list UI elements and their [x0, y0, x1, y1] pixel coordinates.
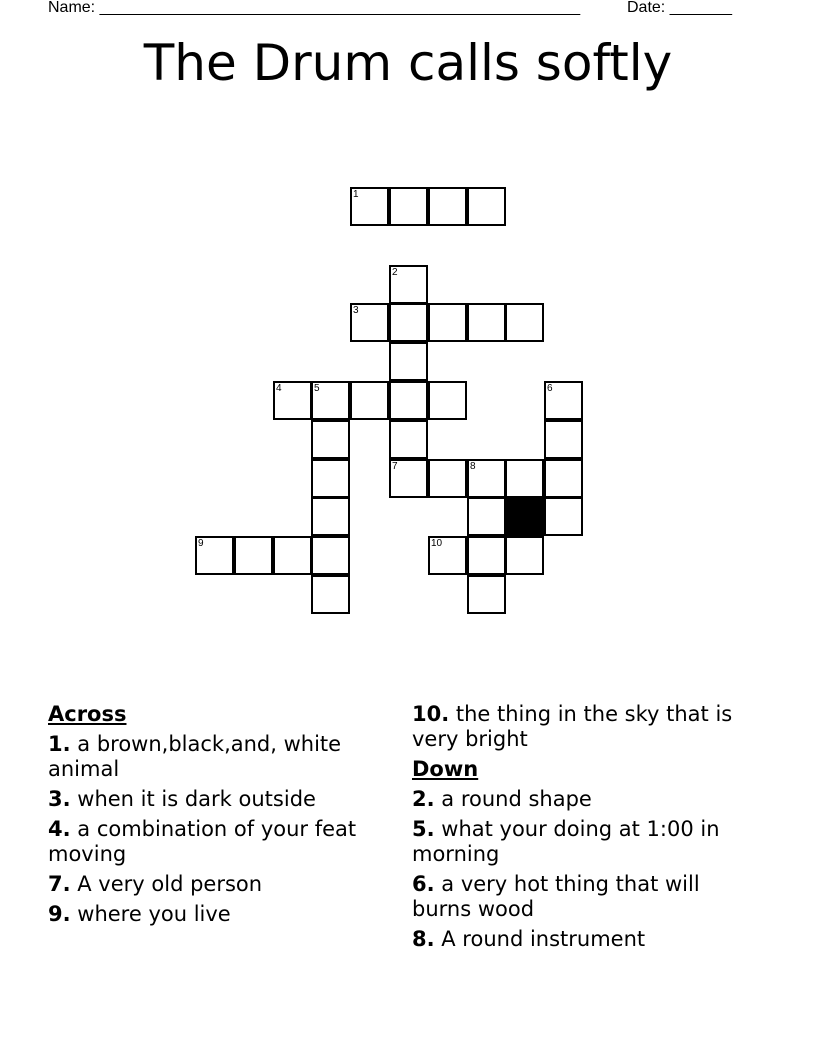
clue-number: 2.	[412, 787, 435, 811]
grid-cell[interactable]	[544, 381, 583, 420]
grid-cell[interactable]	[467, 536, 506, 575]
clue-text: A round instrument	[434, 927, 646, 951]
grid-cell[interactable]	[428, 381, 467, 420]
clue-section-heading: Across	[48, 702, 127, 726]
name-field-line: Name: ______________________________________________________	[48, 0, 581, 16]
clue-item	[412, 872, 752, 922]
grid-cell[interactable]	[195, 536, 234, 575]
clue-item	[412, 817, 752, 867]
clue-text: when it is dark outside	[70, 787, 316, 811]
grid-cell[interactable]	[544, 459, 583, 498]
grid-cell[interactable]	[428, 536, 467, 575]
clue-number: 6.	[412, 872, 435, 896]
clue-text: a round shape	[434, 787, 592, 811]
grid-cell[interactable]	[311, 420, 350, 459]
clue-number: 3.	[48, 787, 71, 811]
clue-text: A very old person	[70, 872, 263, 896]
grid-cell[interactable]	[428, 187, 467, 226]
grid-cell[interactable]	[467, 303, 506, 342]
clue-text: the thing in the sky that is very bright	[412, 702, 733, 751]
grid-cell[interactable]	[428, 303, 467, 342]
clue-number: 10.	[412, 702, 450, 726]
cell-number: 5	[314, 383, 320, 394]
cell-number: 6	[547, 383, 553, 394]
cell-number: 10	[431, 538, 443, 549]
grid-cell[interactable]	[389, 342, 428, 381]
grid-block-cell	[505, 497, 544, 536]
grid-cell[interactable]	[467, 575, 506, 614]
clue-text: where you live	[70, 902, 231, 926]
clue-item	[48, 787, 388, 812]
cell-number: 7	[392, 461, 398, 472]
grid-cell[interactable]	[428, 459, 467, 498]
grid-cell[interactable]	[350, 381, 389, 420]
grid-cell[interactable]	[544, 497, 583, 536]
grid-cell[interactable]	[311, 536, 350, 575]
cell-number: 9	[198, 538, 204, 549]
clue-number: 7.	[48, 872, 71, 896]
grid-cell[interactable]	[234, 536, 273, 575]
clue-text: a very hot thing that will burns wood	[412, 872, 700, 921]
grid-cell[interactable]	[389, 381, 428, 420]
clue-number: 5.	[412, 817, 435, 841]
cell-number: 4	[276, 383, 282, 394]
grid-cell[interactable]	[389, 420, 428, 459]
grid-cell[interactable]	[467, 187, 506, 226]
grid-cell[interactable]	[505, 303, 544, 342]
clue-item	[48, 872, 388, 897]
clue-item	[48, 902, 388, 927]
cell-number: 2	[392, 267, 398, 278]
clue-item	[48, 817, 388, 867]
grid-cell[interactable]	[311, 575, 350, 614]
clue-section-heading: Down	[412, 757, 479, 781]
grid-cell[interactable]	[273, 381, 312, 420]
clue-number: 8.	[412, 927, 435, 951]
grid-cell[interactable]	[311, 381, 350, 420]
cell-number: 1	[353, 189, 359, 200]
clues-column-left	[48, 702, 388, 932]
cell-number: 8	[470, 461, 476, 472]
grid-cell[interactable]	[389, 187, 428, 226]
grid-cell[interactable]	[350, 187, 389, 226]
clue-item	[48, 732, 388, 782]
grid-cell[interactable]	[311, 497, 350, 536]
clue-number: 9.	[48, 902, 71, 926]
puzzle-title: The Drum calls softly	[143, 34, 673, 92]
grid-cell[interactable]	[389, 265, 428, 304]
clue-text: what your doing at 1:00 in morning	[412, 817, 720, 866]
grid-cell[interactable]	[389, 303, 428, 342]
clues-column-right	[412, 702, 752, 957]
grid-cell[interactable]	[389, 459, 428, 498]
grid-cell[interactable]	[544, 420, 583, 459]
grid-cell[interactable]	[505, 459, 544, 498]
grid-cell[interactable]	[311, 459, 350, 498]
grid-cell[interactable]	[350, 303, 389, 342]
date-field-line: Date: _______	[627, 0, 732, 16]
clue-text: a brown,black,and, white animal	[48, 732, 342, 781]
clue-number: 4.	[48, 817, 71, 841]
grid-cell[interactable]	[467, 459, 506, 498]
cell-number: 3	[353, 305, 359, 316]
clue-text: a combination of your feat moving	[48, 817, 357, 866]
grid-cell[interactable]	[273, 536, 312, 575]
grid-cell[interactable]	[505, 536, 544, 575]
clue-number: 1.	[48, 732, 71, 756]
clue-item	[412, 787, 752, 812]
grid-cell[interactable]	[467, 497, 506, 536]
clue-item	[412, 702, 752, 752]
clue-item	[412, 927, 752, 952]
